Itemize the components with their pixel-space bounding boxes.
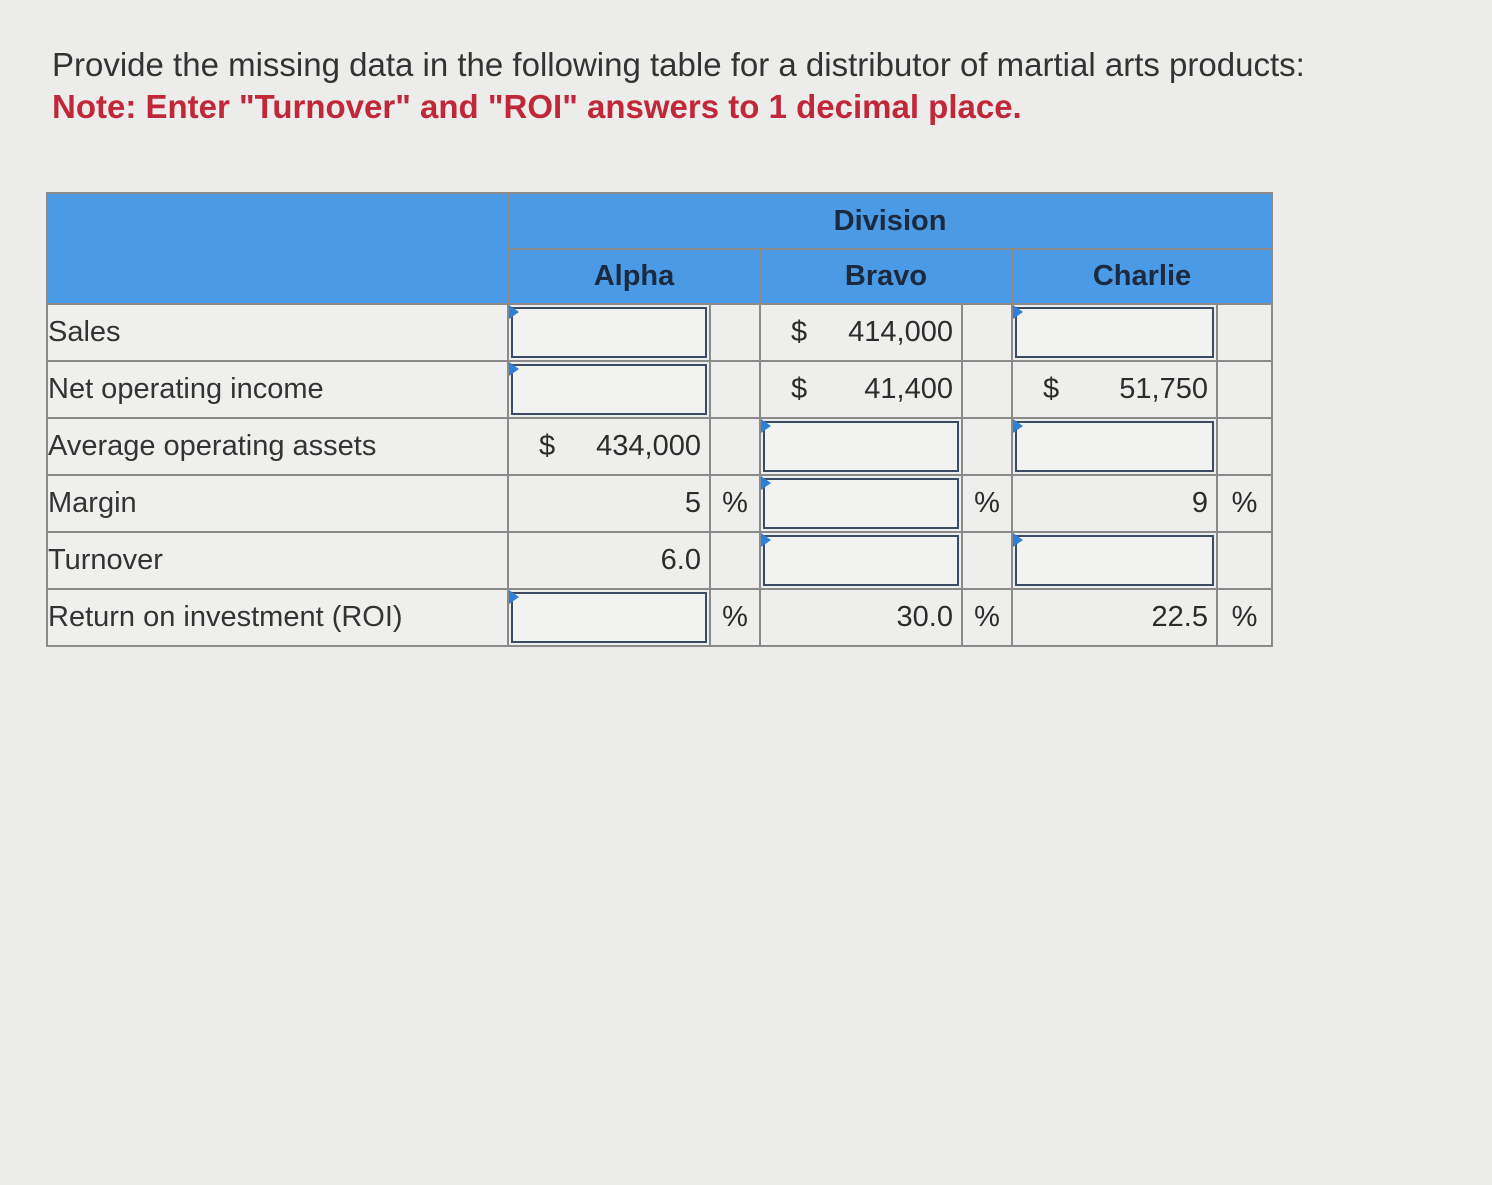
unit-cell: %	[1217, 475, 1272, 532]
question-prompt	[52, 44, 1305, 128]
bravo-value-cell[interactable]	[760, 418, 962, 475]
currency-symbol: $	[1043, 373, 1060, 405]
answer-field[interactable]	[765, 423, 957, 470]
input-marker-icon	[509, 590, 519, 604]
note-text: Note: Enter "Turnover" and "ROI" answers to 1 decimal place.	[52, 88, 1022, 125]
answer-field[interactable]	[765, 480, 957, 527]
row-header-corner	[47, 193, 508, 304]
alpha-value-cell[interactable]	[508, 304, 710, 361]
unit-cell	[962, 532, 1012, 589]
alpha-value-cell	[508, 475, 710, 532]
charlie-answer-input[interactable]	[1015, 307, 1214, 358]
charlie-value-cell	[1012, 361, 1217, 418]
currency-symbol: $	[791, 316, 808, 348]
unit-cell	[1217, 532, 1272, 589]
table-row	[47, 532, 1272, 589]
input-marker-icon	[1013, 533, 1023, 547]
cell-value: 22.5	[1151, 601, 1208, 633]
row-label: Return on investment (ROI)	[47, 589, 508, 646]
answer-field[interactable]	[1017, 309, 1212, 356]
table-row	[47, 589, 1272, 646]
row-label: Average operating assets	[47, 418, 508, 475]
charlie-value-cell[interactable]	[1012, 532, 1217, 589]
column-header-alpha: Alpha	[508, 249, 760, 304]
answer-field[interactable]	[765, 537, 957, 584]
cell-value: 414,000	[848, 316, 953, 348]
input-marker-icon	[1013, 305, 1023, 319]
bravo-value-cell[interactable]	[760, 532, 962, 589]
cell-value: 6.0	[660, 544, 701, 576]
alpha-value-cell[interactable]	[508, 589, 710, 646]
cell-value: 30.0	[896, 601, 953, 633]
unit-cell	[710, 361, 760, 418]
input-marker-icon	[509, 362, 519, 376]
table-body	[47, 304, 1272, 646]
unit-cell: %	[1217, 589, 1272, 646]
bravo-answer-input[interactable]	[763, 421, 959, 472]
unit-cell	[1217, 361, 1272, 418]
unit-cell	[710, 418, 760, 475]
unit-cell: %	[710, 589, 760, 646]
alpha-value-cell[interactable]	[508, 361, 710, 418]
row-label: Turnover	[47, 532, 508, 589]
cell-value: 5	[684, 487, 701, 519]
cell-value: 41,400	[864, 373, 953, 405]
unit-cell: %	[710, 475, 760, 532]
table-row	[47, 418, 1272, 475]
row-label: Margin	[47, 475, 508, 532]
column-header-charlie: Charlie	[1012, 249, 1272, 304]
currency-symbol: $	[791, 373, 808, 405]
input-marker-icon	[761, 476, 771, 490]
unit-cell	[710, 304, 760, 361]
answer-field[interactable]	[513, 594, 705, 641]
column-header-bravo: Bravo	[760, 249, 1012, 304]
bravo-value-cell	[760, 304, 962, 361]
input-marker-icon	[1013, 419, 1023, 433]
answer-field[interactable]	[1017, 537, 1212, 584]
table-row	[47, 475, 1272, 532]
alpha-answer-input[interactable]	[511, 307, 707, 358]
charlie-value-cell	[1012, 589, 1217, 646]
answer-field[interactable]	[513, 366, 705, 413]
input-marker-icon	[761, 533, 771, 547]
cell-value: 9	[1191, 487, 1208, 519]
division-header: Division	[508, 193, 1272, 249]
unit-cell	[1217, 304, 1272, 361]
unit-cell	[1217, 418, 1272, 475]
charlie-value-cell[interactable]	[1012, 304, 1217, 361]
alpha-value-cell	[508, 418, 710, 475]
unit-cell	[962, 418, 1012, 475]
unit-cell: %	[962, 475, 1012, 532]
table-row	[47, 304, 1272, 361]
alpha-answer-input[interactable]	[511, 592, 707, 643]
charlie-answer-input[interactable]	[1015, 535, 1214, 586]
charlie-answer-input[interactable]	[1015, 421, 1214, 472]
table-row	[47, 361, 1272, 418]
answer-field[interactable]	[1017, 423, 1212, 470]
answer-field[interactable]	[513, 309, 705, 356]
bravo-value-cell[interactable]	[760, 475, 962, 532]
currency-symbol: $	[539, 430, 556, 462]
alpha-value-cell	[508, 532, 710, 589]
charlie-value-cell	[1012, 475, 1217, 532]
unit-cell	[962, 304, 1012, 361]
charlie-value-cell[interactable]	[1012, 418, 1217, 475]
unit-cell	[962, 361, 1012, 418]
division-table	[46, 192, 1273, 647]
row-label: Net operating income	[47, 361, 508, 418]
unit-cell: %	[962, 589, 1012, 646]
input-marker-icon	[509, 305, 519, 319]
bravo-value-cell	[760, 589, 962, 646]
alpha-answer-input[interactable]	[511, 364, 707, 415]
bravo-value-cell	[760, 361, 962, 418]
bravo-answer-input[interactable]	[763, 478, 959, 529]
row-label: Sales	[47, 304, 508, 361]
unit-cell	[710, 532, 760, 589]
instruction-text: Provide the missing data in the following table for a distributor of martial arts products:	[52, 46, 1305, 83]
input-marker-icon	[761, 419, 771, 433]
bravo-answer-input[interactable]	[763, 535, 959, 586]
cell-value: 51,750	[1119, 373, 1208, 405]
cell-value: 434,000	[596, 430, 701, 462]
